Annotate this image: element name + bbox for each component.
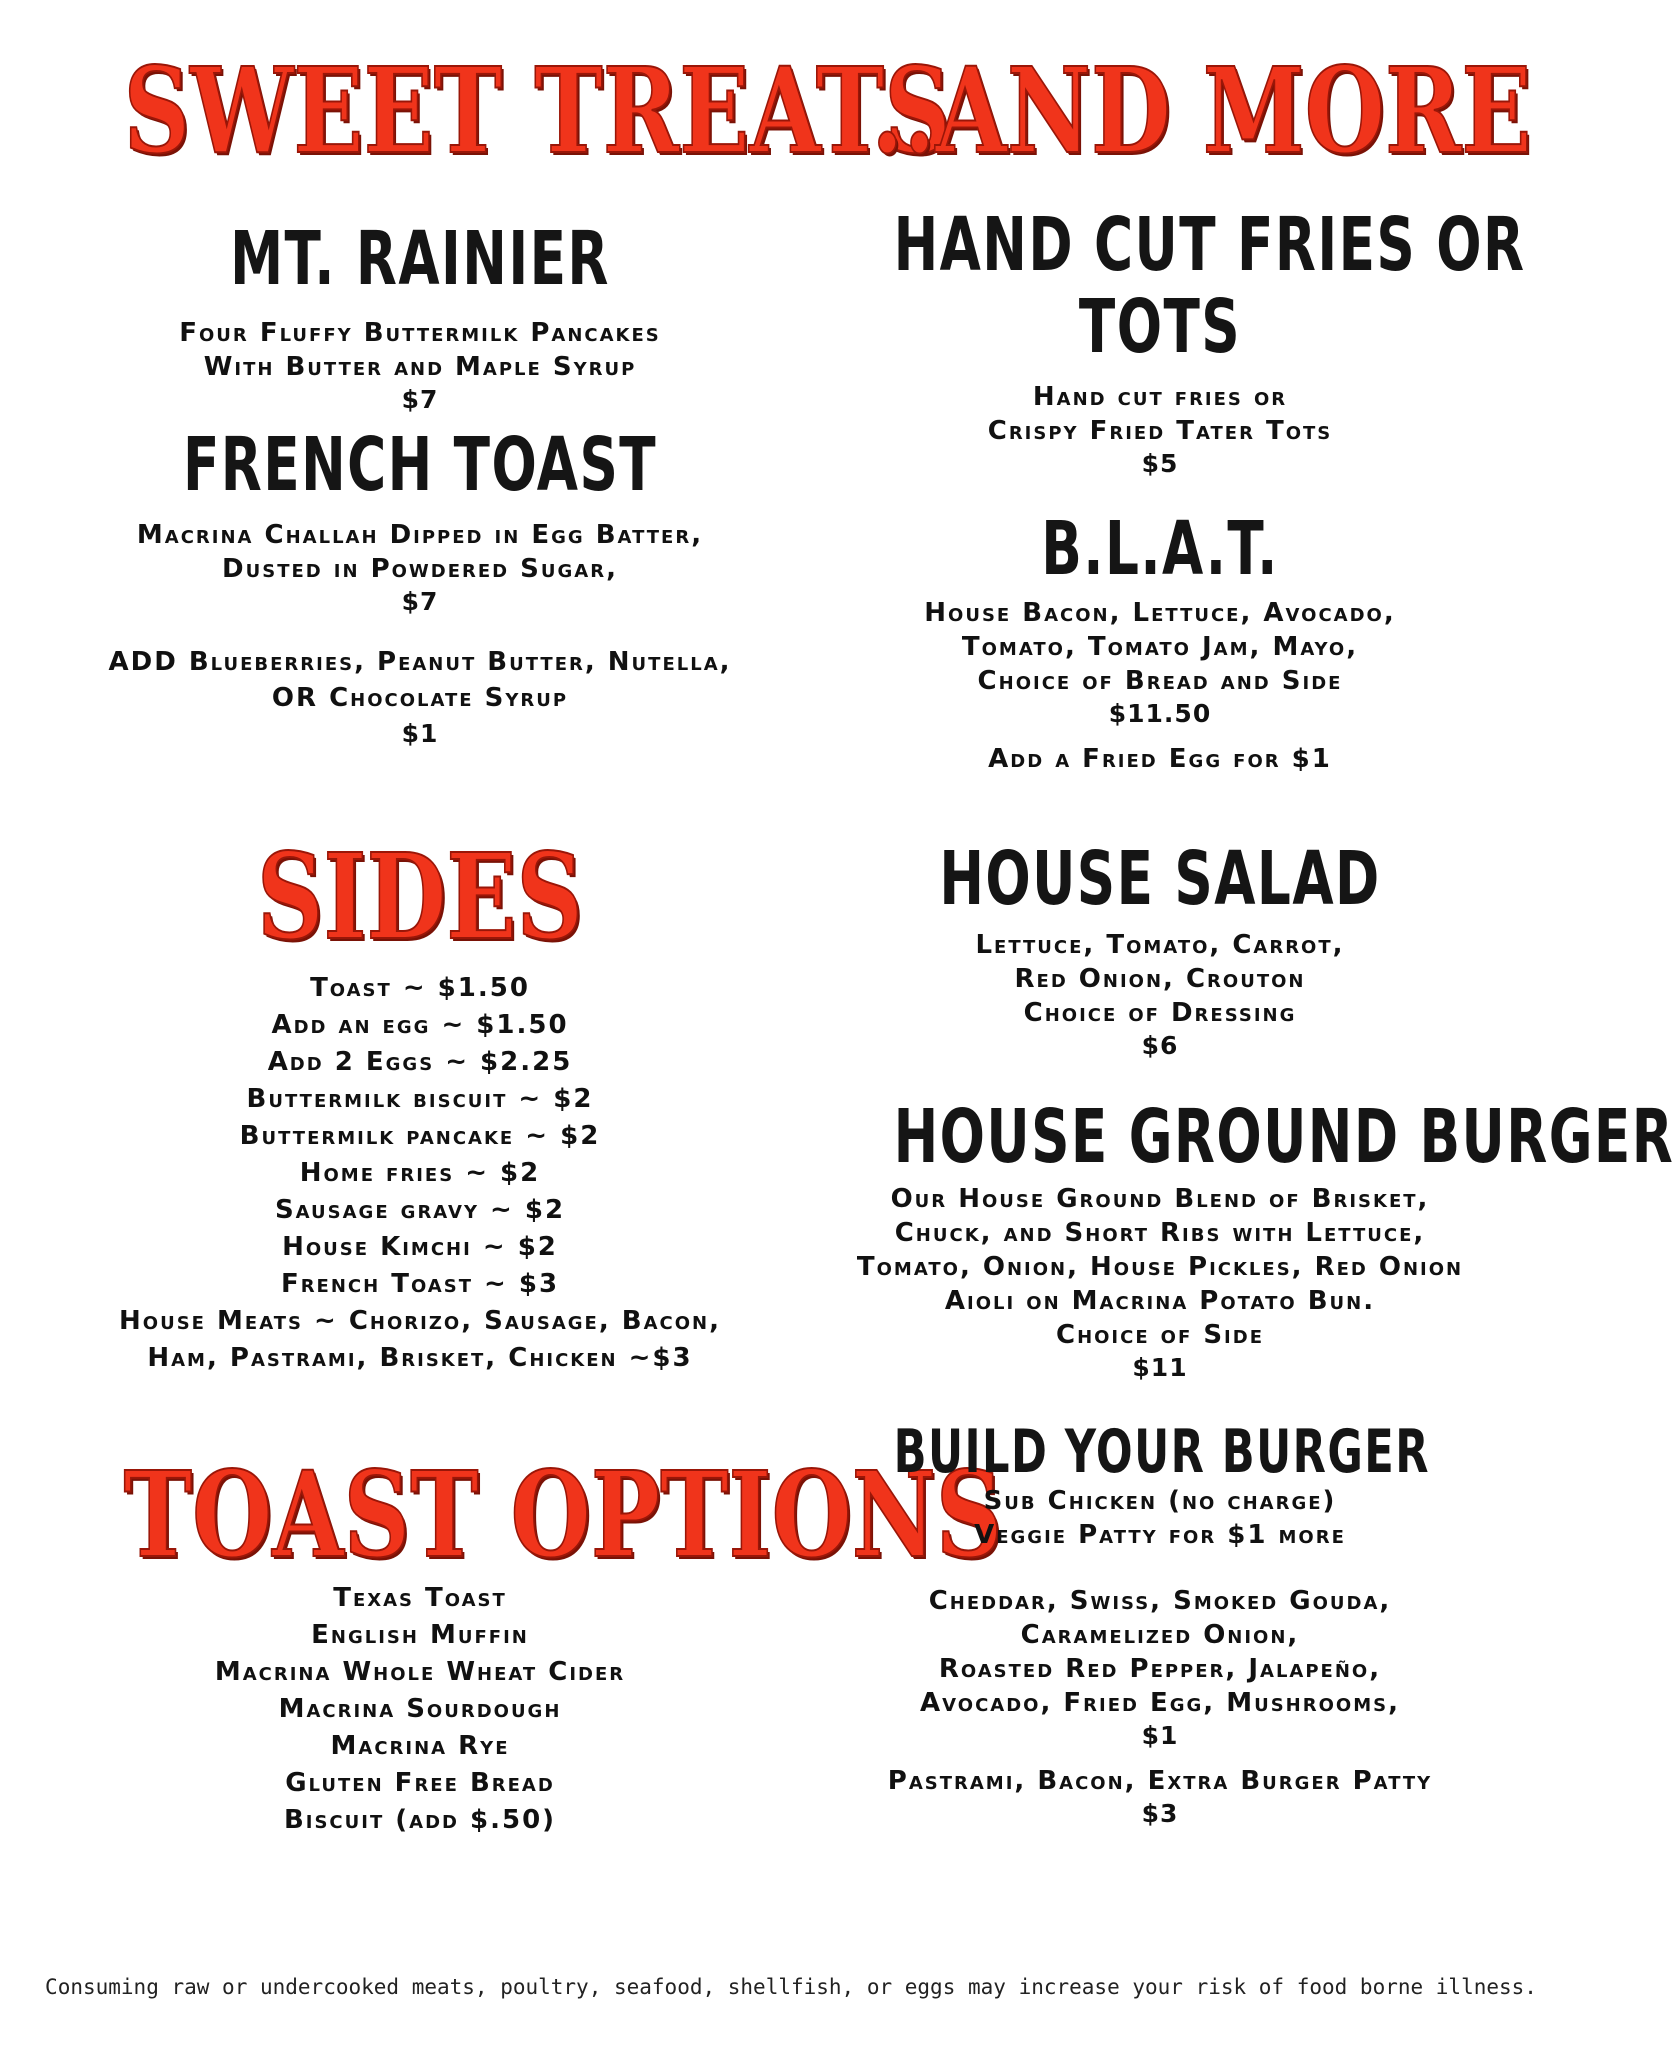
side-item: House Meats ~ Chorizo, Sausage, Bacon, bbox=[119, 1306, 721, 1336]
description-line: Veggie Patty for $1 more bbox=[974, 1520, 1346, 1550]
fries-title-line2: TOTS bbox=[1078, 284, 1242, 370]
addons-line: ADD Blueberries, Peanut Butter, Nutella, bbox=[108, 647, 732, 677]
sides-list bbox=[40, 970, 800, 1377]
addons-block bbox=[40, 644, 800, 750]
toast-option: Macrina Whole Wheat Cider bbox=[214, 1657, 626, 1687]
side-item: Add 2 Eggs ~ $2.25 bbox=[267, 1047, 573, 1077]
toast-option: English Muffin bbox=[311, 1620, 529, 1650]
burger-title-wrap bbox=[790, 1094, 1674, 1180]
topping-line: Caramelized Onion, bbox=[1020, 1620, 1300, 1650]
fries-title-line1: HAND CUT FRIES OR bbox=[893, 202, 1526, 288]
build-title: BUILD YOUR BURGER bbox=[893, 1417, 1430, 1487]
toast-options-heading: TOAST OPTIONS bbox=[123, 1445, 1003, 1584]
description-line: Four Fluffy Buttermilk Pancakes bbox=[179, 318, 661, 348]
french-toast-title-wrap bbox=[40, 422, 800, 508]
side-item: Add an egg ~ $1.50 bbox=[271, 1010, 569, 1040]
description-line: Tomato, Onion, House Pickles, Red Onion bbox=[856, 1252, 1464, 1282]
side-item: Buttermilk pancake ~ $2 bbox=[239, 1121, 601, 1151]
toast-option: Gluten Free Bread bbox=[285, 1768, 555, 1798]
premium-price: $3 bbox=[1141, 1799, 1179, 1828]
topping-line: Avocado, Fried Egg, Mushrooms, bbox=[920, 1688, 1400, 1718]
description-line: Choice of Dressing bbox=[1023, 998, 1297, 1028]
salad-title-wrap bbox=[790, 836, 1530, 922]
build-title-wrap bbox=[790, 1417, 1530, 1487]
side-item: French Toast ~ $3 bbox=[280, 1269, 560, 1299]
toast-options-list bbox=[40, 1580, 800, 1839]
toast-options-heading-wrap bbox=[40, 1445, 1003, 1584]
description-line: House Bacon, Lettuce, Avocado, bbox=[924, 598, 1396, 628]
salad-title: HOUSE SALAD bbox=[939, 836, 1381, 922]
sweet-treats-heading: SWEET TREATS bbox=[123, 41, 951, 180]
toast-option: Macrina Sourdough bbox=[278, 1694, 562, 1724]
description-line: Choice of Side bbox=[1055, 1320, 1264, 1350]
side-item: Buttermilk biscuit ~ $2 bbox=[246, 1084, 594, 1114]
burger-price: $11 bbox=[1132, 1353, 1188, 1382]
french-toast-description bbox=[40, 518, 800, 618]
description-line: Our House Ground Blend of Brisket, bbox=[890, 1184, 1430, 1214]
and-more-heading-wrap bbox=[790, 41, 1532, 180]
description-line: Red Onion, Crouton bbox=[1014, 964, 1306, 994]
side-item: Toast ~ $1.50 bbox=[310, 973, 530, 1003]
mt-rainier-description bbox=[40, 316, 800, 416]
fries-description bbox=[790, 380, 1530, 480]
side-item: Sausage gravy ~ $2 bbox=[274, 1195, 566, 1225]
description-line: With Butter and Maple Syrup bbox=[203, 352, 637, 382]
mt-rainier-title-wrap bbox=[40, 216, 800, 302]
footer-disclaimer: Consuming raw or undercooked meats, poultry, seafood, shellfish, or eggs may increase your risk of food borne illness. bbox=[45, 1975, 1537, 1999]
fries-title-wrap bbox=[790, 202, 1530, 370]
blat-price: $11.50 bbox=[1108, 699, 1212, 728]
addons-price: $1 bbox=[401, 719, 439, 748]
side-item: House Kimchi ~ $2 bbox=[282, 1232, 558, 1262]
sides-heading: SIDES bbox=[257, 827, 583, 966]
side-item: Home fries ~ $2 bbox=[299, 1158, 541, 1188]
topping-line: Cheddar, Swiss, Smoked Gouda, bbox=[928, 1586, 1392, 1616]
blat-title-wrap bbox=[790, 506, 1530, 592]
description-line: Hand cut fries or bbox=[1032, 382, 1288, 412]
blat-addon: Add a Fried Egg for $1 bbox=[988, 744, 1332, 774]
toast-option: Macrina Rye bbox=[330, 1731, 510, 1761]
description-line: Aioli on Macrina Potato Bun. bbox=[944, 1286, 1376, 1316]
description-line: Crispy Fried Tater Tots bbox=[987, 416, 1333, 446]
build-toppings bbox=[790, 1584, 1530, 1830]
description-line: Tomato, Tomato Jam, Mayo, bbox=[961, 632, 1359, 662]
topping-line: Roasted Red Pepper, Jalapeño, bbox=[938, 1654, 1382, 1684]
description-line: Choice of Bread and Side bbox=[977, 666, 1343, 696]
description-line: Chuck, and Short Ribs with Lettuce, bbox=[894, 1218, 1426, 1248]
french-toast-price: $7 bbox=[401, 587, 439, 616]
description-line: Macrina Challah Dipped in Egg Batter, bbox=[136, 520, 704, 550]
burger-description bbox=[790, 1182, 1530, 1384]
blat-description bbox=[790, 596, 1530, 776]
toppings-price: $1 bbox=[1141, 1721, 1179, 1750]
description-line: Dusted in Powdered Sugar, bbox=[222, 554, 618, 584]
description-line: Lettuce, Tomato, Carrot, bbox=[975, 930, 1345, 960]
sweet-treats-heading-wrap bbox=[40, 41, 951, 180]
salad-description bbox=[790, 928, 1530, 1062]
toast-option: Biscuit (add $.50) bbox=[283, 1805, 557, 1835]
toast-option: Texas Toast bbox=[333, 1583, 507, 1613]
fries-price: $5 bbox=[1141, 449, 1179, 478]
addons-line: OR Chocolate Syrup bbox=[271, 683, 569, 713]
premium-line: Pastrami, Bacon, Extra Burger Patty bbox=[887, 1766, 1433, 1796]
side-item: Ham, Pastrami, Brisket, Chicken ~$3 bbox=[147, 1343, 693, 1373]
french-toast-title: FRENCH TOAST bbox=[182, 422, 658, 508]
mt-rainier-title: MT. RAINIER bbox=[230, 216, 610, 302]
and-more-heading: ..AND MORE bbox=[871, 41, 1532, 180]
burger-title: HOUSE GROUND BURGER bbox=[893, 1094, 1674, 1180]
description-line: Sub Chicken (no charge) bbox=[983, 1486, 1337, 1516]
blat-title: B.L.A.T. bbox=[1041, 506, 1279, 592]
sides-heading-wrap bbox=[40, 827, 800, 966]
build-description bbox=[790, 1484, 1530, 1552]
mt-rainier-price: $7 bbox=[401, 385, 439, 414]
salad-price: $6 bbox=[1141, 1031, 1179, 1060]
